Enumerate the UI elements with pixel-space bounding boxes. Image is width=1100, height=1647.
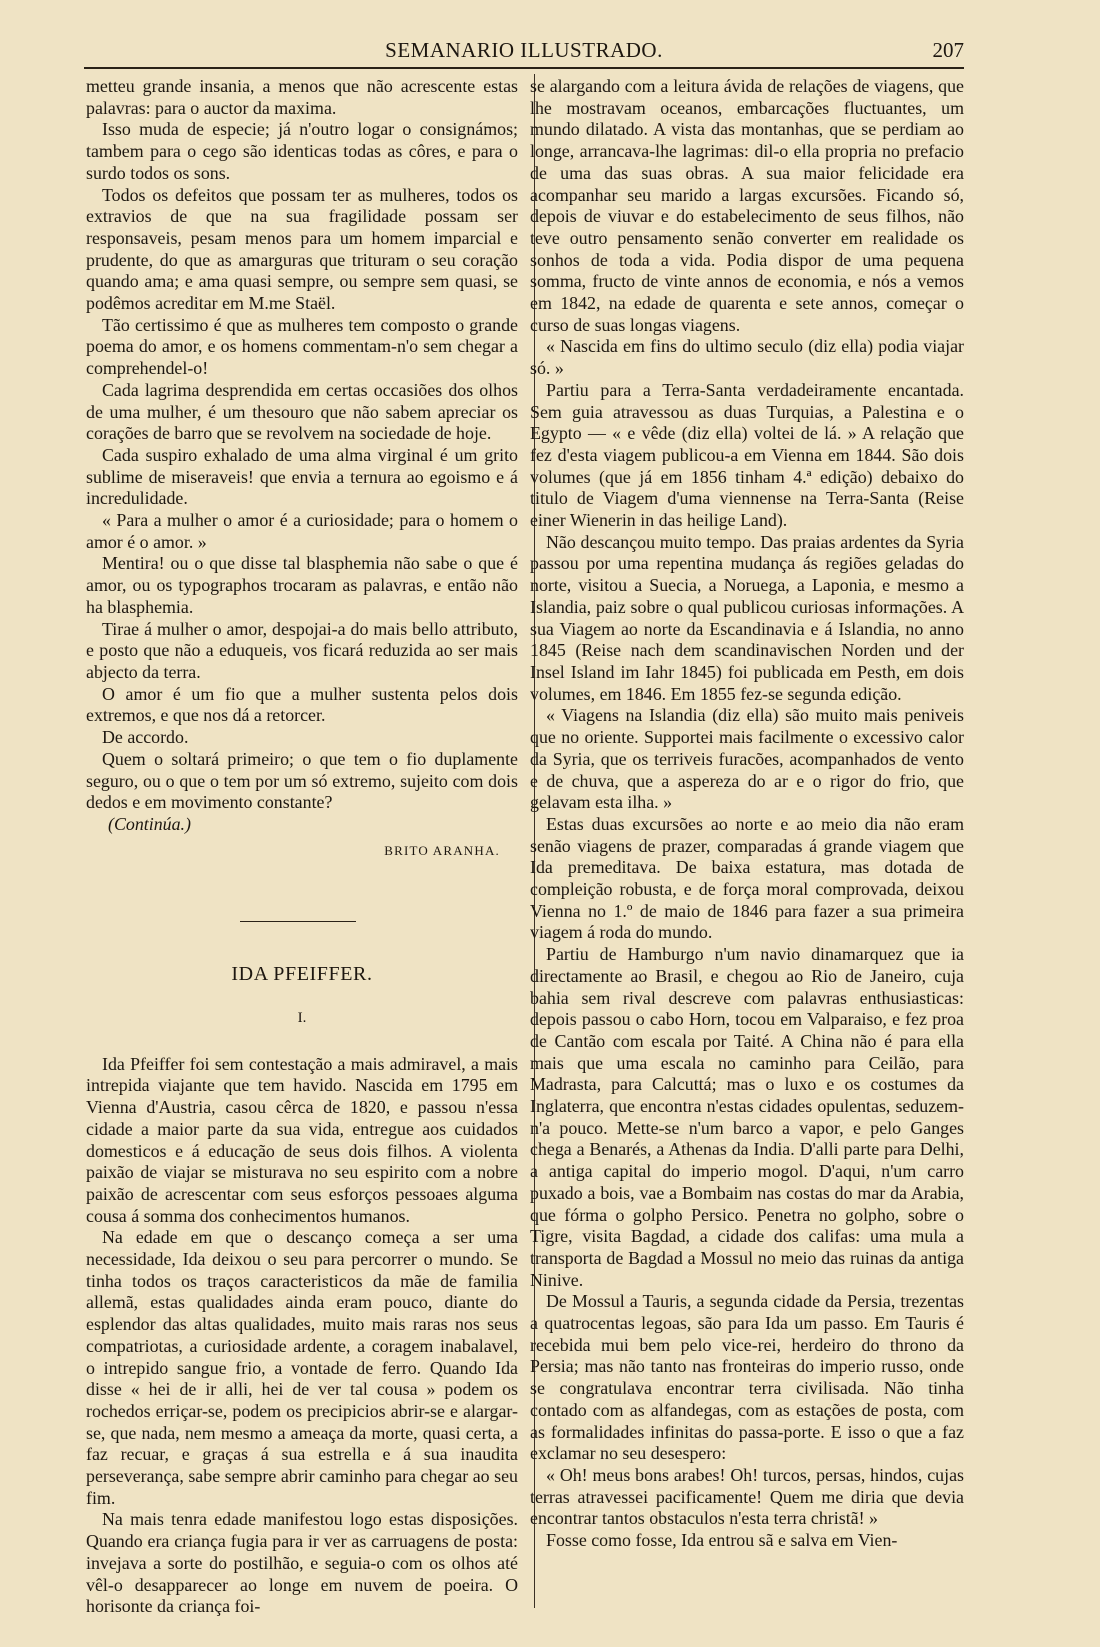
- paragraph: Partiu para a Terra-Santa verdadeiramente encantada. Sem guia atravessou as duas Turquias, a Palestina e o Egypto — « e vêde (diz ella) voltei de lá. » A relação que fez d'esta viagem publicou-a em Vienna em 1844. São dois volumes (que já em 1856 tinham 4.ª edição) debaixo do titulo de Viagem d'uma viennense na Terra-Santa (Reise einer Wienerin in das heilige Land).: [530, 379, 964, 531]
- paragraph: Quem o soltará primeiro; o que tem o fio duplamente seguro, ou o que o tem por um só extremo, sujeito com dois dedos e em movimento constante?: [86, 748, 518, 813]
- paragraph: Mentira! ou o que disse tal blasphemia não sabe o que é amor, ou os typographos trocaram as palavras, e então não ha blasphemia.: [86, 553, 518, 617]
- paragraph: Cada suspiro exhalado de uma alma virginal é um grito sublime de miseraveis! que envia a ternura ao egoismo e á incredulidade.: [86, 444, 518, 509]
- paragraph: Não descançou muito tempo. Das praias ardentes da Syria passou por uma repentina mudança ás regiões geladas do norte, visitou a Suecia, a Noruega, a Laponia, e mesmo a Islandia, paiz sobre o qual publicou curiosas informações. A sua Viagem ao norte da Escandinavia e á Islandia, no anno 1845 (Reise nach dem scandinavischen Norden und der Insel Island im Iahr 1845) foi publicada em Pesth, em dois volumes, em 1846. Em 1855 fez-se segunda edição.: [530, 531, 964, 704]
- paragraph: De Mossul a Tauris, a segunda cidade da Persia, trezentas a quatrocentas legoas, são para Ida um passo. Em Tauris é recebida mui bem pelo vice-rei, herdeiro do throno da Persia; mas não tanto nas fronteiras do imperio russo, onde se congratulava encontrar terra civilisada. Não tinha contado com as alfandegas, com as estações de posta, com as formalidades infinitas do passa-porte. E isso o que a faz exclamar no seu desespero:: [530, 1291, 964, 1464]
- paragraph: metteu grande insania, a menos que não acrescente estas palavras: para o auctor da maxima.: [86, 76, 518, 118]
- publication-title: SEMANARIO ILLUSTRADO.: [385, 38, 663, 62]
- section-number: I.: [297, 1010, 307, 1027]
- author-signature: BRITO ARANHA.: [384, 842, 500, 858]
- paragraph: Estas duas excursões ao norte e ao meio dia não eram senão viagens de prazer, comparadas á grande viagem que Ida premeditava. De baixa estatura, mas dotada de compleição robusta, e de força moral comprovada, deixou Vienna no 1.º de maio de 1846 para fazer a sua primeira viagem á roda do mundo.: [530, 813, 964, 943]
- article-title: IDA PFEIFFER.: [231, 963, 373, 986]
- paragraph: Na mais tenra edade manifestou logo estas disposições. Quando era criança fugia para ir ver as carruagens de posta: invejava a sorte do postilhão, e seguia-o com os olhos até vêl-o desapparecer ao longe em nuvem de poeira. O horisonte da criança foi-: [86, 1509, 518, 1617]
- article-separator: [240, 921, 356, 922]
- paragraph: Isso muda de especie; já n'outro logar o consignámos; tambem para o cego são identicas todas as côres, e para o surdo todos os sons.: [86, 119, 518, 183]
- paragraph: « Nascida em fins do ultimo seculo (diz ella) podia viajar só. »: [530, 336, 964, 379]
- left-column: [86, 76, 518, 1618]
- paragraph: « Para a mulher o amor é a curiosidade; para o homem o amor é o amor. »: [86, 510, 518, 552]
- paragraph: De accordo.: [102, 727, 189, 748]
- header-rule: [84, 67, 964, 69]
- continua-note: (Continúa.): [108, 813, 191, 834]
- paragraph: se alargando com a leitura ávida de relações de viagens, que lhe mostravam oceanos, embarcações fluctuantes, um mundo dilatado. A vista das montanhas, que se perdiam ao longe, arrancava-lhe lagrimas: dil-o ella propria no prefacio de uma das suas obras. A sua maior felicidade era acompanhar seu marido a largas excursões. Ficando só, depois de viuvar e do estabelecimento de seus filhos, não teve outro pensamento senão converter em realidade os sonhos de toda a vida. Podia dispor de uma pequena somma, fructo de vinte annos de economia, e nós a vemos em 1842, na edade de quarenta e sete annos, começar o curso de suas longas viagens.: [530, 76, 964, 335]
- paragraph: Na edade em que o descanço começa a ser uma necessidade, Ida deixou o seu para percorrer o mundo. Se tinha todos os traços caracteristicos da mãe de familia allemã, estas qualidades ainda eram pouco, diante do esplendor das altas qualidades, muito mais raras nos seus compatriotas, a curiosidade ardente, a coragem inabalavel, o intrepido sangue frio, a vontade de ferro. Quando Ida disse « hei de ir alli, hei de ver tal cousa » podem os rochedos erriçar-se, podem os precipicios abrir-se e alargar-se, que nada, nem mesmo a ameaça da morte, quasi certa, a faz recuar, e graças á sua estrella e á sua inaudita perseverança, sabe sempre abrir caminho para chegar ao seu fim.: [86, 1227, 518, 1508]
- paragraph: O amor é um fio que a mulher sustenta pelos dois extremos, e que nos dá a retorcer.: [86, 683, 518, 726]
- page-number: 207: [932, 38, 964, 62]
- paragraph: Cada lagrima desprendida em certas occasiões dos olhos de uma mulher, é um thesouro que não sabem apreciar os corações de barro que se revolvem na sociedade de hoje.: [86, 379, 518, 444]
- paragraph: Fosse como fosse, Ida entrou sã e salva em Vien-: [546, 1530, 898, 1551]
- paragraph: Tirae á mulher o amor, despojai-a do mais bello attributo, e posto que não a eduqueis, vos ficará reduzida ao ser mais abjecto da terra.: [86, 618, 518, 682]
- paragraph: Tão certissimo é que as mulheres tem composto o grande poema do amor, e os homens commentam-n'o sem chegar a comprehendel-o!: [86, 314, 518, 379]
- paragraph: Ida Pfeiffer foi sem contestação a mais admiravel, a mais intrepida viajante que tem havido. Nascida em 1795 em Vienna d'Austria, casou cêrca de 1820, e passou n'essa cidade a maior parte da sua vida, entregue aos cuidados domesticos e á educação de seus dois filhos. A violenta paixão de viajar se misturava no seu espirito com a nobre paixão de acrescentar com seus esforços pessoaes alguma cousa á somma dos conhecimentos humanos.: [86, 1053, 518, 1226]
- paragraph: « Viagens na Islandia (diz ella) são muito mais peniveis que no oriente. Supportei mais facilmente o excessivo calor da Syria, que os terriveis furacões, acompanhados de vento e de chuva, que a aspereza do ar e o rigor do frio, que gelavam esta ilha. »: [530, 705, 964, 813]
- page-header: [84, 38, 964, 64]
- paragraph: « Oh! meus bons arabes! Oh! turcos, persas, hindos, cujas terras atravessei pacificamente! Quem me diria que devia encontrar tantos obstaculos n'esta terra christã! »: [530, 1465, 964, 1529]
- paragraph: Todos os defeitos que possam ter as mulheres, todos os extravios de que na sua fragilidade possam ser responsaveis, pesam menos para um homem imparcial e prudente, do que as amarguras que trituram o seu coração quando ama; e ama quasi sempre, ou sempre sem quasi, se podêmos acreditar em M.me Staël.: [86, 184, 518, 314]
- paragraph: Partiu de Hamburgo n'um navio dinamarquez que ia directamente ao Brasil, e chegou ao Rio de Janeiro, cuja bahia sem rival descreve com palavras enthusiasticas: depois passou o cabo Horn, tocou em Valparaiso, e fez proa de Cantão com escala por Taité. A China não é para ella mais que uma escala no caminho para Ceilão, para Madrasta, para Calcuttá; mas o luxo e os costumes da Inglaterra, que encontra n'estas cidades opulentas, seduzem-n'a pouco. Mette-se n'um barco a vapor, e pelo Ganges chega a Benarés, a Athenas da India. D'alli parte para Delhi, a antiga capital do imperio mogol. D'aqui, n'um carro puxado a bois, vae a Bombaim nas costas do mar da Arabia, que fórma o golpho Persico. Penetra no golpho, sobre o Tigre, visita Bagdad, a cidade dos califas: uma mula a transporta de Bagdad a Mossul no meio das ruinas da antiga Ninive.: [530, 944, 964, 1290]
- right-column: [530, 76, 964, 1552]
